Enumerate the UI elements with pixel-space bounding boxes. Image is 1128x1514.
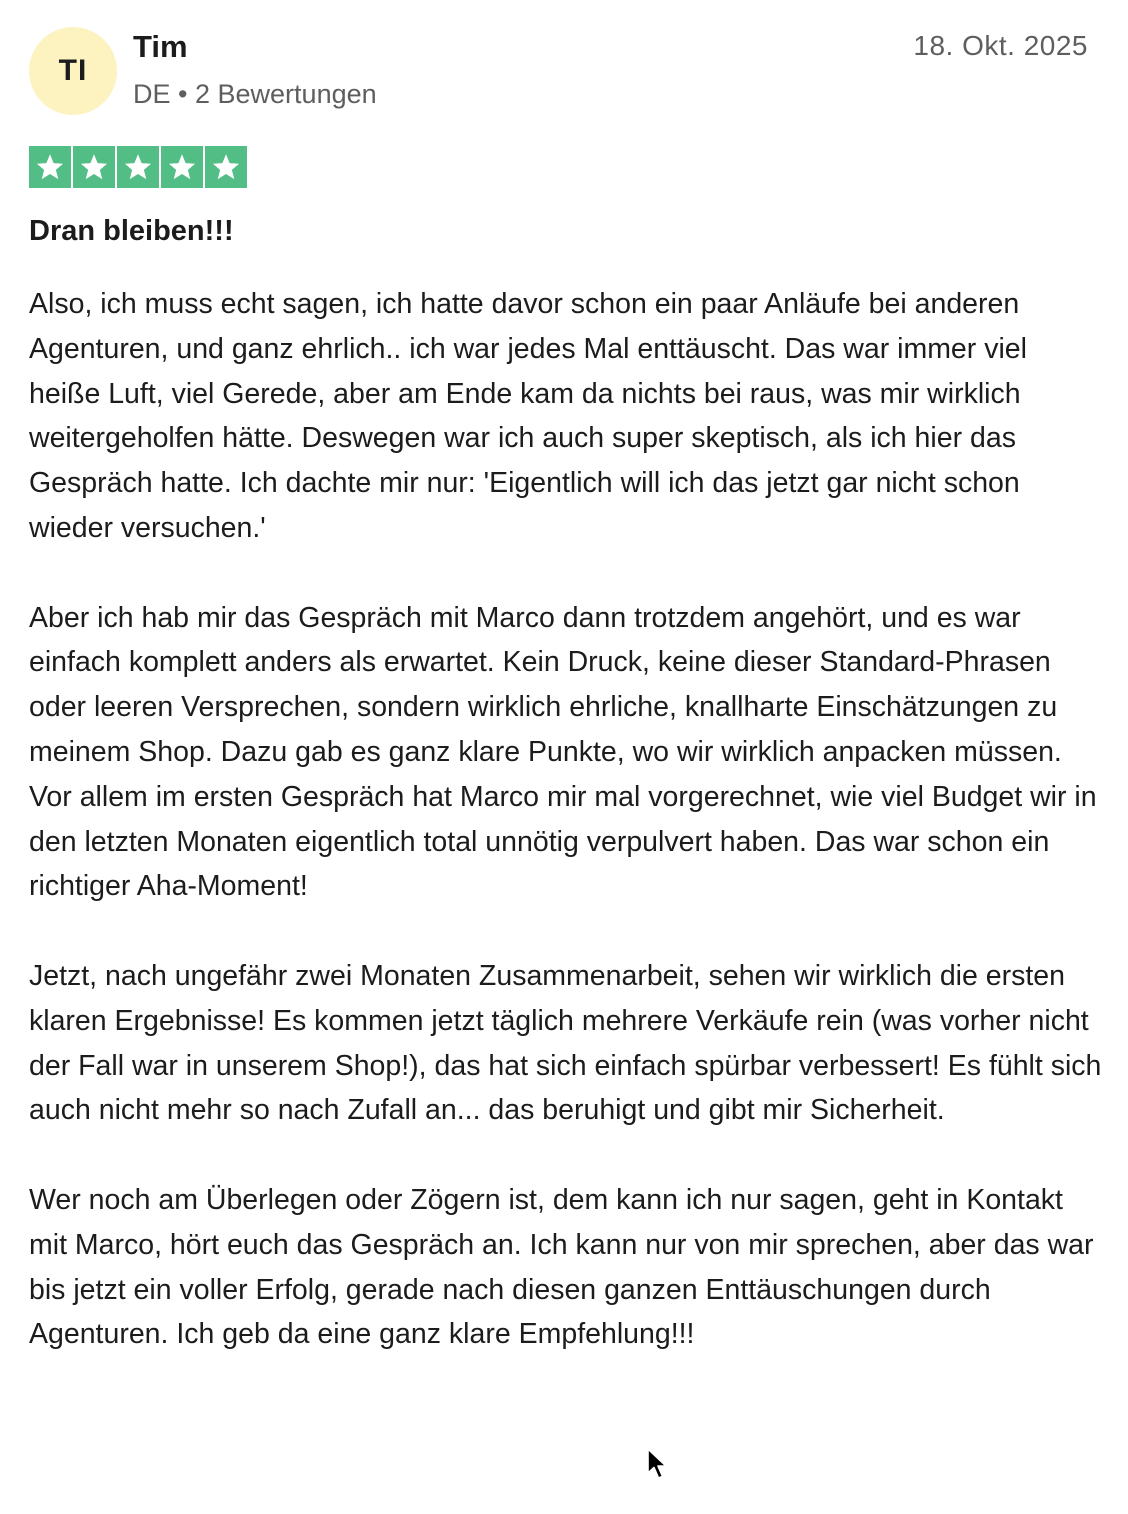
review-title: Dran bleiben!!! (29, 215, 234, 247)
star-icon (29, 146, 71, 188)
star-icon (117, 146, 159, 188)
star-icon (73, 146, 115, 188)
meta-separator: • (178, 79, 188, 109)
avatar[interactable] (29, 27, 117, 115)
review-paragraph: Also, ich muss echt sagen, ich hatte davor schon ein paar Anläufe bei anderen Agenturen, und ganz ehrlich.. ich war jedes Mal enttäuscht. Das war immer viel heiße Luft, viel Gerede, aber am Ende kam da nichts bei raus, was mir wirklich weitergeholfen hätte. Deswegen war ich auch super skeptisch, als ich hier das Gespräch hatte. Ich dachte mir nur: 'Eigentlich will ich das jetzt gar nicht schon wieder versuchen.' (29, 288, 1027, 544)
star-icon (205, 146, 247, 188)
review-date: 18. Okt. 2025 (913, 30, 1088, 61)
reviewer-country: DE (133, 79, 171, 109)
review-body (29, 282, 1104, 1357)
mouse-cursor-icon (646, 1447, 668, 1481)
reviewer-meta (133, 76, 377, 112)
review-paragraph: Wer noch am Überlegen oder Zögern ist, dem kann ich nur sagen, geht in Kontakt mit Marco, hört euch das Gespräch an. Ich kann nur von mir sprechen, aber das war bis jetzt ein voller Erfolg, gerade nach diesen ganzen Enttäuschungen durch Agenturen. Ich geb da eine ganz klare Empfehlung!!! (29, 1183, 1094, 1351)
reviewer-name[interactable]: Tim (133, 29, 188, 64)
review-paragraph: Jetzt, nach ungefähr zwei Monaten Zusammenarbeit, sehen wir wirklich die ersten klaren Ergebnisse! Es kommen jetzt täglich mehrere Verkäufe rein (was vorher nicht der Fall war in unserem Shop!), das hat sich einfach spürbar verbessert! Es fühlt sich auch nicht mehr so nach Zufall an... das beruhigt und gibt mir Sicherheit. (29, 959, 1102, 1127)
review-paragraph: Aber ich hab mir das Gespräch mit Marco dann trotzdem angehört, und es war einfach komplett anders als erwartet. Kein Druck, keine dieser Standard-Phrasen oder leeren Versprechen, sondern wirklich ehrliche, knallharte Einschätzungen zu meinem Shop. Dazu gab es ganz klare Punkte, wo wir wirklich anpacken müssen. Vor allem im ersten Gespräch hat Marco mir mal vorgerechnet, wie viel Budget wir in den letzten Monaten eigentlich total unnötig verpulvert haben. Das war schon ein richtiger Aha-Moment! (29, 601, 1097, 903)
star-rating (29, 146, 247, 188)
reviewer-review-count: 2 Bewertungen (195, 79, 377, 109)
avatar-initials: TI (58, 54, 88, 87)
star-icon (161, 146, 203, 188)
